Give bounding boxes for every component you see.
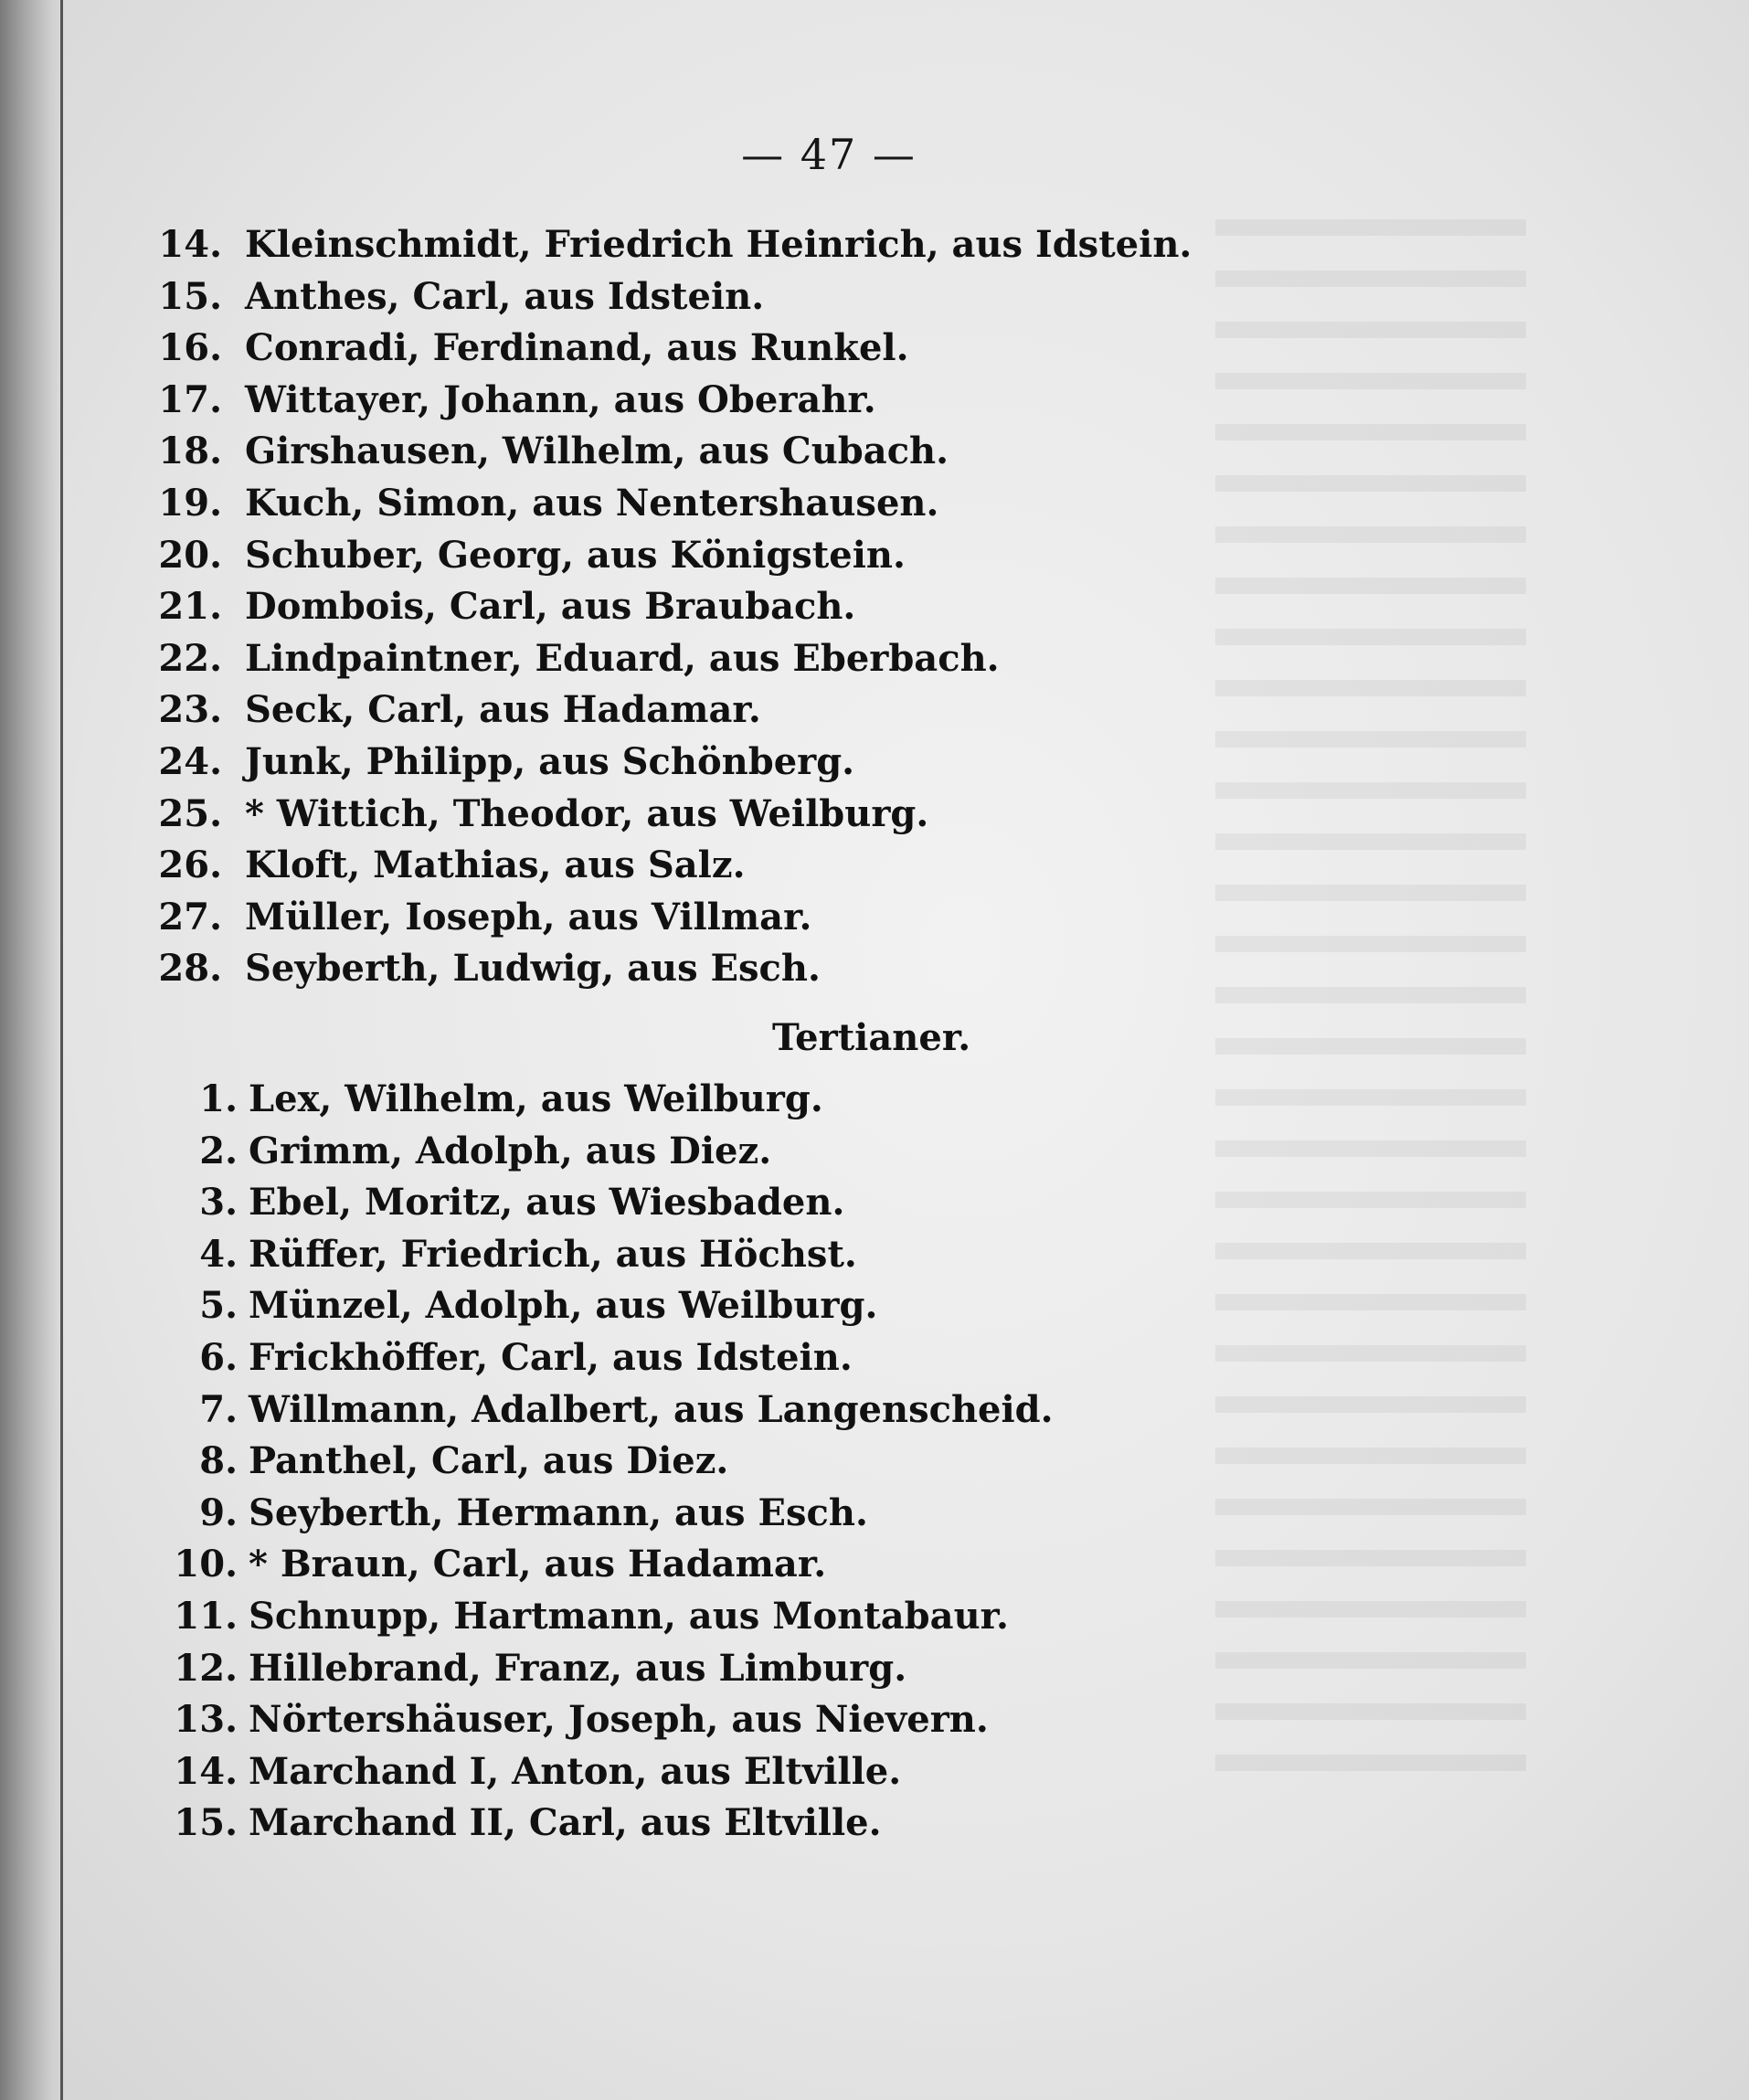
list-item bbox=[0, 1177, 1553, 1228]
list-item bbox=[0, 1798, 1553, 1849]
entry-text: Marchand I, Anton, aus Eltville. bbox=[249, 1749, 902, 1793]
entry-text: Rüffer, Friedrich, aus Höchst. bbox=[249, 1232, 857, 1276]
list-item bbox=[0, 1074, 1553, 1125]
list-item bbox=[0, 478, 1553, 529]
entry-number: 5. bbox=[199, 1284, 238, 1328]
entry-number: 18. bbox=[158, 430, 222, 473]
entry-number: 24. bbox=[158, 740, 222, 783]
entry-number: 15. bbox=[174, 1801, 238, 1845]
entry-number: 17. bbox=[158, 377, 222, 421]
entry-number: 11. bbox=[174, 1595, 238, 1638]
list-item bbox=[0, 323, 1553, 374]
entry-number: 6. bbox=[199, 1336, 238, 1379]
entry-number: 22. bbox=[158, 636, 222, 680]
list-item bbox=[0, 943, 1553, 994]
entry-text: Ebel, Moritz, aus Wiesbaden. bbox=[249, 1181, 845, 1225]
list-item bbox=[0, 1229, 1553, 1280]
entry-text: Willmann, Adalbert, aus Langenscheid. bbox=[249, 1387, 1054, 1431]
entry-text: Seck, Carl, aus Hadamar. bbox=[245, 688, 761, 732]
entry-number: 23. bbox=[158, 688, 222, 732]
entry-text: Nörtershäuser, Joseph, aus Nievern. bbox=[249, 1698, 989, 1742]
list-item bbox=[0, 375, 1553, 426]
entry-text: Wittayer, Johann, aus Oberahr. bbox=[245, 377, 876, 421]
entry-number: 12. bbox=[174, 1646, 238, 1690]
entry-text: Lex, Wilhelm, aus Weilburg. bbox=[249, 1077, 823, 1120]
list-item bbox=[0, 581, 1553, 632]
entry-text: Girshausen, Wilhelm, aus Cubach. bbox=[245, 430, 949, 473]
list-item bbox=[0, 1591, 1553, 1642]
entry-number: 21. bbox=[158, 585, 222, 629]
entry-number: 14. bbox=[174, 1749, 238, 1793]
page-number: — 47 — bbox=[741, 130, 917, 179]
list-item bbox=[0, 426, 1553, 477]
entry-text: Junk, Philipp, aus Schönberg. bbox=[245, 740, 855, 783]
entry-text: Frickhöffer, Carl, aus Idstein. bbox=[249, 1336, 853, 1379]
list-item bbox=[0, 271, 1553, 323]
list-item bbox=[0, 840, 1553, 891]
entry-text: Seyberth, Ludwig, aus Esch. bbox=[245, 947, 821, 991]
entry-number: 8. bbox=[199, 1439, 238, 1483]
entry-number: 4. bbox=[199, 1232, 238, 1276]
entry-number: 26. bbox=[158, 843, 222, 887]
entry-number: 7. bbox=[199, 1387, 238, 1431]
list-item bbox=[0, 1746, 1553, 1798]
entry-text: Münzel, Adolph, aus Weilburg. bbox=[249, 1284, 878, 1328]
list-item bbox=[0, 737, 1553, 788]
list-item bbox=[0, 1280, 1553, 1331]
entry-text: Hillebrand, Franz, aus Limburg. bbox=[249, 1646, 907, 1690]
list-item bbox=[0, 684, 1553, 736]
entry-number: 10. bbox=[174, 1543, 238, 1586]
entry-text: * Wittich, Theodor, aus Weilburg. bbox=[245, 791, 929, 835]
entry-number: 9. bbox=[199, 1490, 238, 1534]
entry-number: 3. bbox=[199, 1181, 238, 1225]
section-heading: Tertianer. bbox=[772, 1016, 971, 1059]
list-item bbox=[0, 789, 1553, 840]
list-item bbox=[0, 1694, 1553, 1745]
list-item bbox=[0, 1126, 1553, 1177]
entry-number: 1. bbox=[199, 1077, 238, 1120]
entry-text: Anthes, Carl, aus Idstein. bbox=[245, 274, 765, 318]
list-item bbox=[0, 633, 1553, 684]
entry-number: 15. bbox=[158, 274, 222, 318]
entry-number: 14. bbox=[158, 223, 222, 266]
entry-number: 2. bbox=[199, 1129, 238, 1172]
entry-number: 25. bbox=[158, 791, 222, 835]
list-item bbox=[0, 1384, 1553, 1436]
list-item bbox=[0, 1643, 1553, 1694]
list-item bbox=[0, 1332, 1553, 1384]
list-item bbox=[0, 219, 1553, 270]
entry-text: Kuch, Simon, aus Nentershausen. bbox=[245, 482, 939, 525]
entry-text: Panthel, Carl, aus Diez. bbox=[249, 1439, 729, 1483]
list-item bbox=[0, 1436, 1553, 1487]
entry-text: Müller, Ioseph, aus Villmar. bbox=[245, 895, 812, 939]
list-item bbox=[0, 892, 1553, 943]
entry-text: Dombois, Carl, aus Braubach. bbox=[245, 585, 856, 629]
entry-text: Marchand II, Carl, aus Eltville. bbox=[249, 1801, 882, 1845]
entry-text: Conradi, Ferdinand, aus Runkel. bbox=[245, 326, 909, 370]
list-item bbox=[0, 1539, 1553, 1590]
list-item bbox=[0, 1488, 1553, 1539]
entry-number: 16. bbox=[158, 326, 222, 370]
entry-text: Lindpaintner, Eduard, aus Eberbach. bbox=[245, 636, 1000, 680]
entry-number: 13. bbox=[174, 1698, 238, 1742]
entry-text: Kloft, Mathias, aus Salz. bbox=[245, 843, 746, 887]
list-item bbox=[0, 530, 1553, 581]
entry-number: 27. bbox=[158, 895, 222, 939]
entry-number: 19. bbox=[158, 482, 222, 525]
entry-number: 20. bbox=[158, 533, 222, 577]
entry-text: Grimm, Adolph, aus Diez. bbox=[249, 1129, 772, 1172]
entry-text: Schuber, Georg, aus Königstein. bbox=[245, 533, 906, 577]
entry-text: Kleinschmidt, Friedrich Heinrich, aus Idstein. bbox=[245, 223, 1192, 266]
entry-text: * Braun, Carl, aus Hadamar. bbox=[249, 1543, 827, 1586]
entry-text: Seyberth, Hermann, aus Esch. bbox=[249, 1490, 868, 1534]
entry-text: Schnupp, Hartmann, aus Montabaur. bbox=[249, 1595, 1009, 1638]
entry-number: 28. bbox=[158, 947, 222, 991]
